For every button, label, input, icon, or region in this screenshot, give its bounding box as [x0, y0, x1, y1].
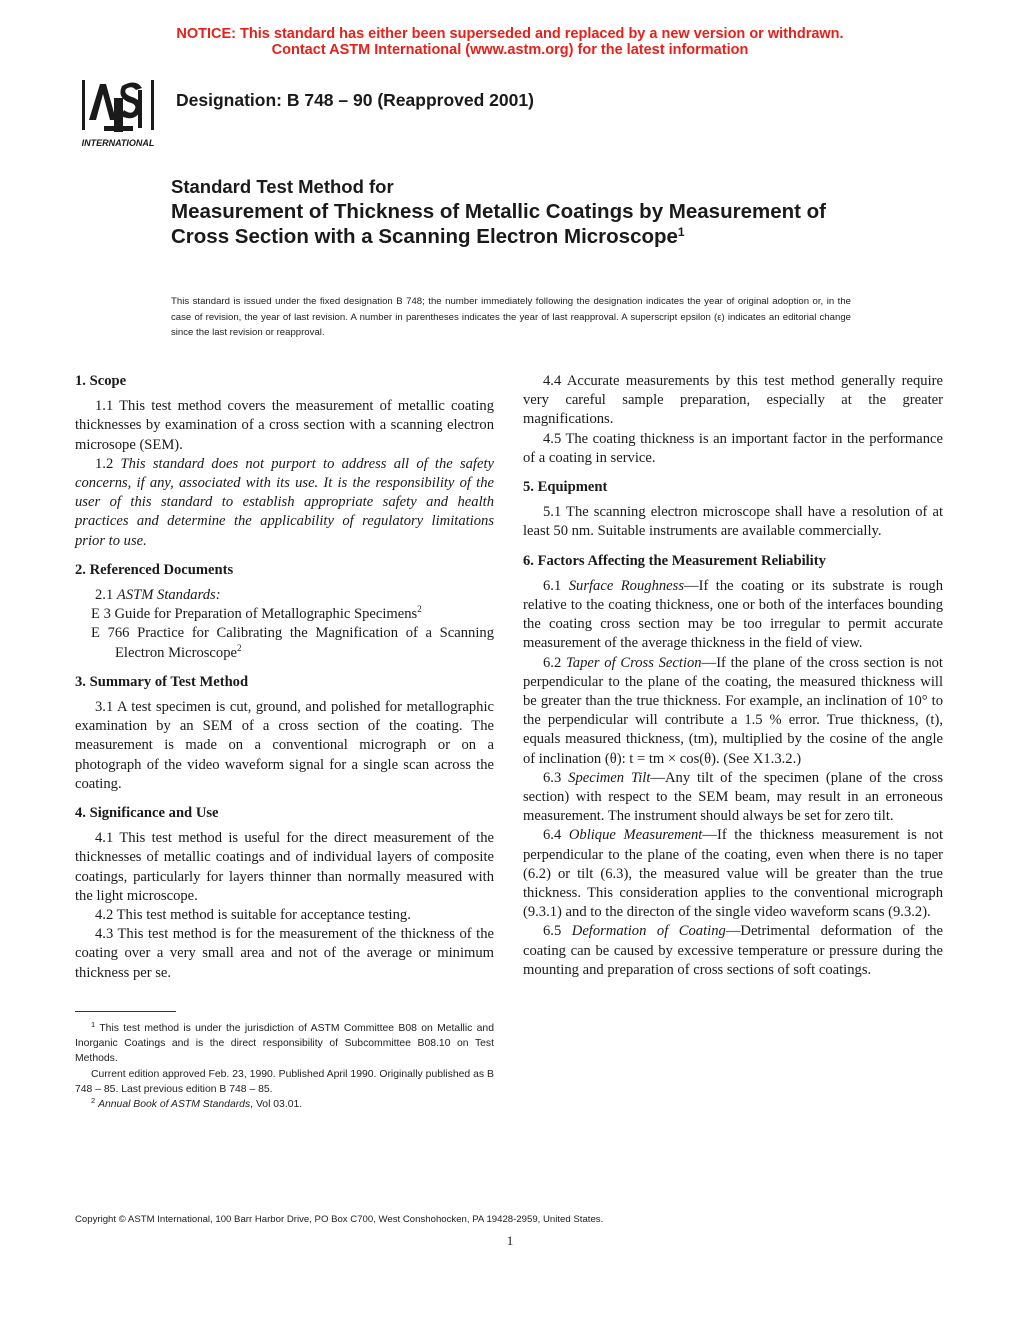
- designation: Designation: B 748 – 90 (Reapproved 2001): [176, 90, 534, 110]
- paragraph-6-1: 6.1 Surface Roughness—If the coating or its substrate is rough relative to the coating thickness, one or both of the interfaces bounding the coating cross section may be too irregular to permit accurate measurement of the average thickness in the field of view.: [523, 577, 943, 652]
- section-heading-equipment: 5. Equipment: [523, 479, 608, 496]
- title-text: Measurement of Thickness of Metallic Coatings by Measurement of Cross Section with a Scanning Electron Microscope: [171, 200, 827, 248]
- title-block: [171, 175, 871, 249]
- footnote-divider: [75, 1011, 176, 1012]
- paragraph-6-2: 6.2 Taper of Cross Section—If the plane of the cross section is not perpendicular to the plane of the coating, the measured thickness will be greater than the true thickness. For example, an inclination of 10° to the perpendicular will contribute a 1.5 % error. True thickness, (t), equals measured thickness, (tm), multiplied by the cosine of the angle of inclination (θ): t = tm × cos(θ). (See X1.3.2.): [523, 654, 943, 767]
- footnotes: [75, 1021, 494, 1112]
- section-heading-referenced: 2. Referenced Documents: [75, 561, 234, 578]
- paragraph-4-4: 4.4 Accurate measurements by this test method generally require very careful sample preparation, especially at the greater magnifications.: [523, 373, 943, 428]
- title-pre: Standard Test Method for: [171, 176, 394, 197]
- notice-line-2: Contact ASTM International (www.astm.org) for the latest information: [271, 42, 749, 58]
- paragraph-4-5: 4.5 The coating thickness is an important factor in the performance of a coating in service.: [523, 430, 943, 466]
- astm-logo: [76, 76, 160, 150]
- notice-banner: [0, 26, 1020, 58]
- logo-subtext: INTERNATIONAL: [81, 138, 155, 148]
- left-column: [75, 372, 494, 983]
- page-number: 1: [506, 1233, 514, 1248]
- safety-statement: This standard does not purport to address all of the safety concerns, if any, associated with its use. It is the responsibility of the user of this standard to establish appropriate safety and health practices and determine the applicability of regulatory limitations prior to use.: [75, 455, 494, 549]
- astm-logo-icon: [76, 76, 160, 150]
- paragraph-3-1: 3.1 A test specimen is cut, ground, and polished for metallographic examination by an SEM of a cross section of the coating. The measurement is made on a conventional micrograph or on a photograph of the video waveform signal for a single scan across the coating.: [75, 699, 494, 792]
- paragraph-4-3: 4.3 This test method is for the measurement of the thickness of the coating over a very small area and not of the average or minimum thickness per se.: [75, 926, 494, 981]
- paragraph-6-4: 6.4 Oblique Measurement—If the thickness measurement is not perpendicular to the plane of the coating, even when there is no taper (6.2) or tilt (6.3), the measured value will be greater than the true thickness. This consideration applies to the conventional micrograph (9.3.1) and to the directon of the single video waveform scans (9.3.2).: [523, 827, 943, 921]
- paragraph-6-3: 6.3 Specimen Tilt—Any tilt of the specimen (plane of the cross section) with respect to the SEM beam, may result in an erroneous measurement. The instrument should always be set for zero tilt.: [523, 769, 943, 825]
- issued-note: This standard is issued under the fixed designation B 748; the number immediately following the designation indicates the year of original adoption or, in the case of revision, the year of last revision. A number in parentheses indicates the year of last reapproval. A superscript epsilon (ε) indicates an editorial change since the last revision or reapproval.: [171, 296, 851, 338]
- footnote-1-edition: Current edition approved Feb. 23, 1990. Published April 1990. Originally published as B 748 – 85. Last previous edition B 748 – 85.: [75, 1068, 494, 1095]
- paragraph-1-1: 1.1 This test method covers the measurement of metallic coating thicknesses by examination of a cross section with a scanning electron microsope (SEM).: [75, 398, 494, 453]
- section-heading-significance: 4. Significance and Use: [75, 805, 219, 822]
- title-main: [171, 200, 871, 249]
- section-heading-factors: 6. Factors Affecting the Measurement Reliability: [523, 552, 826, 569]
- footnote-1: $^1$ This test method is under the jurisdiction of ASTM Committee B08 on Metallic and Inorganic Coatings and is the direct responsibility of Subcommittee B08.10 on Test Methods.: [75, 1020, 494, 1065]
- title-footnote-mark: 1: [677, 224, 685, 239]
- paragraph-4-2: 4.2 This test method is suitable for acceptance testing.: [95, 907, 411, 924]
- right-column: [523, 372, 943, 980]
- section-heading-summary: 3. Summary of Test Method: [75, 673, 249, 690]
- notice-line-1: NOTICE: This standard has either been superseded and replaced by a new version or withdrawn.: [176, 26, 844, 42]
- paragraph-1-2: 1.2 This standard does not purport to address all of the safety concerns, if any, associated with its use. It is the responsibility of the user of this standard to establish appropriate safety and health practices and determine the applicability of regulatory limitations prior to use.: [75, 455, 494, 549]
- footnote-2: $^2$ Annual Book of ASTM Standards, Vol 03.01.: [91, 1096, 303, 1111]
- paragraph-4-1: 4.1 This test method is useful for the direct measurement of the thicknesses of metallic coatings and of individual layers of composite coatings, particularly for layers thinner than normally measured with the light microscope.: [75, 830, 494, 904]
- reference-e3: E 3 Guide for Preparation of Metallographic Specimens$^2$: [91, 604, 422, 623]
- section-heading-scope: 1. Scope: [75, 373, 127, 389]
- reference-e766: E 766 Practice for Calibrating the Magnification of a Scanning Electron Microscope$^2$: [91, 625, 494, 661]
- paragraph-6-5: 6.5 Deformation of Coating—Detrimental deformation of the coating can be caused by excessive temperature or pressure during the mounting and preparation of cross sections of soft coatings.: [523, 923, 943, 978]
- paragraph-5-1: 5.1 The scanning electron microscope shall have a resolution of at least 50 nm. Suitable instruments are available commercially.: [523, 504, 943, 540]
- copyright: Copyright © ASTM International, 100 Barr Harbor Drive, PO Box C700, West Conshohocken, PA 19428-2959, United States.: [75, 1214, 604, 1225]
- paragraph-2-1: 2.1 ASTM Standards:: [95, 587, 221, 604]
